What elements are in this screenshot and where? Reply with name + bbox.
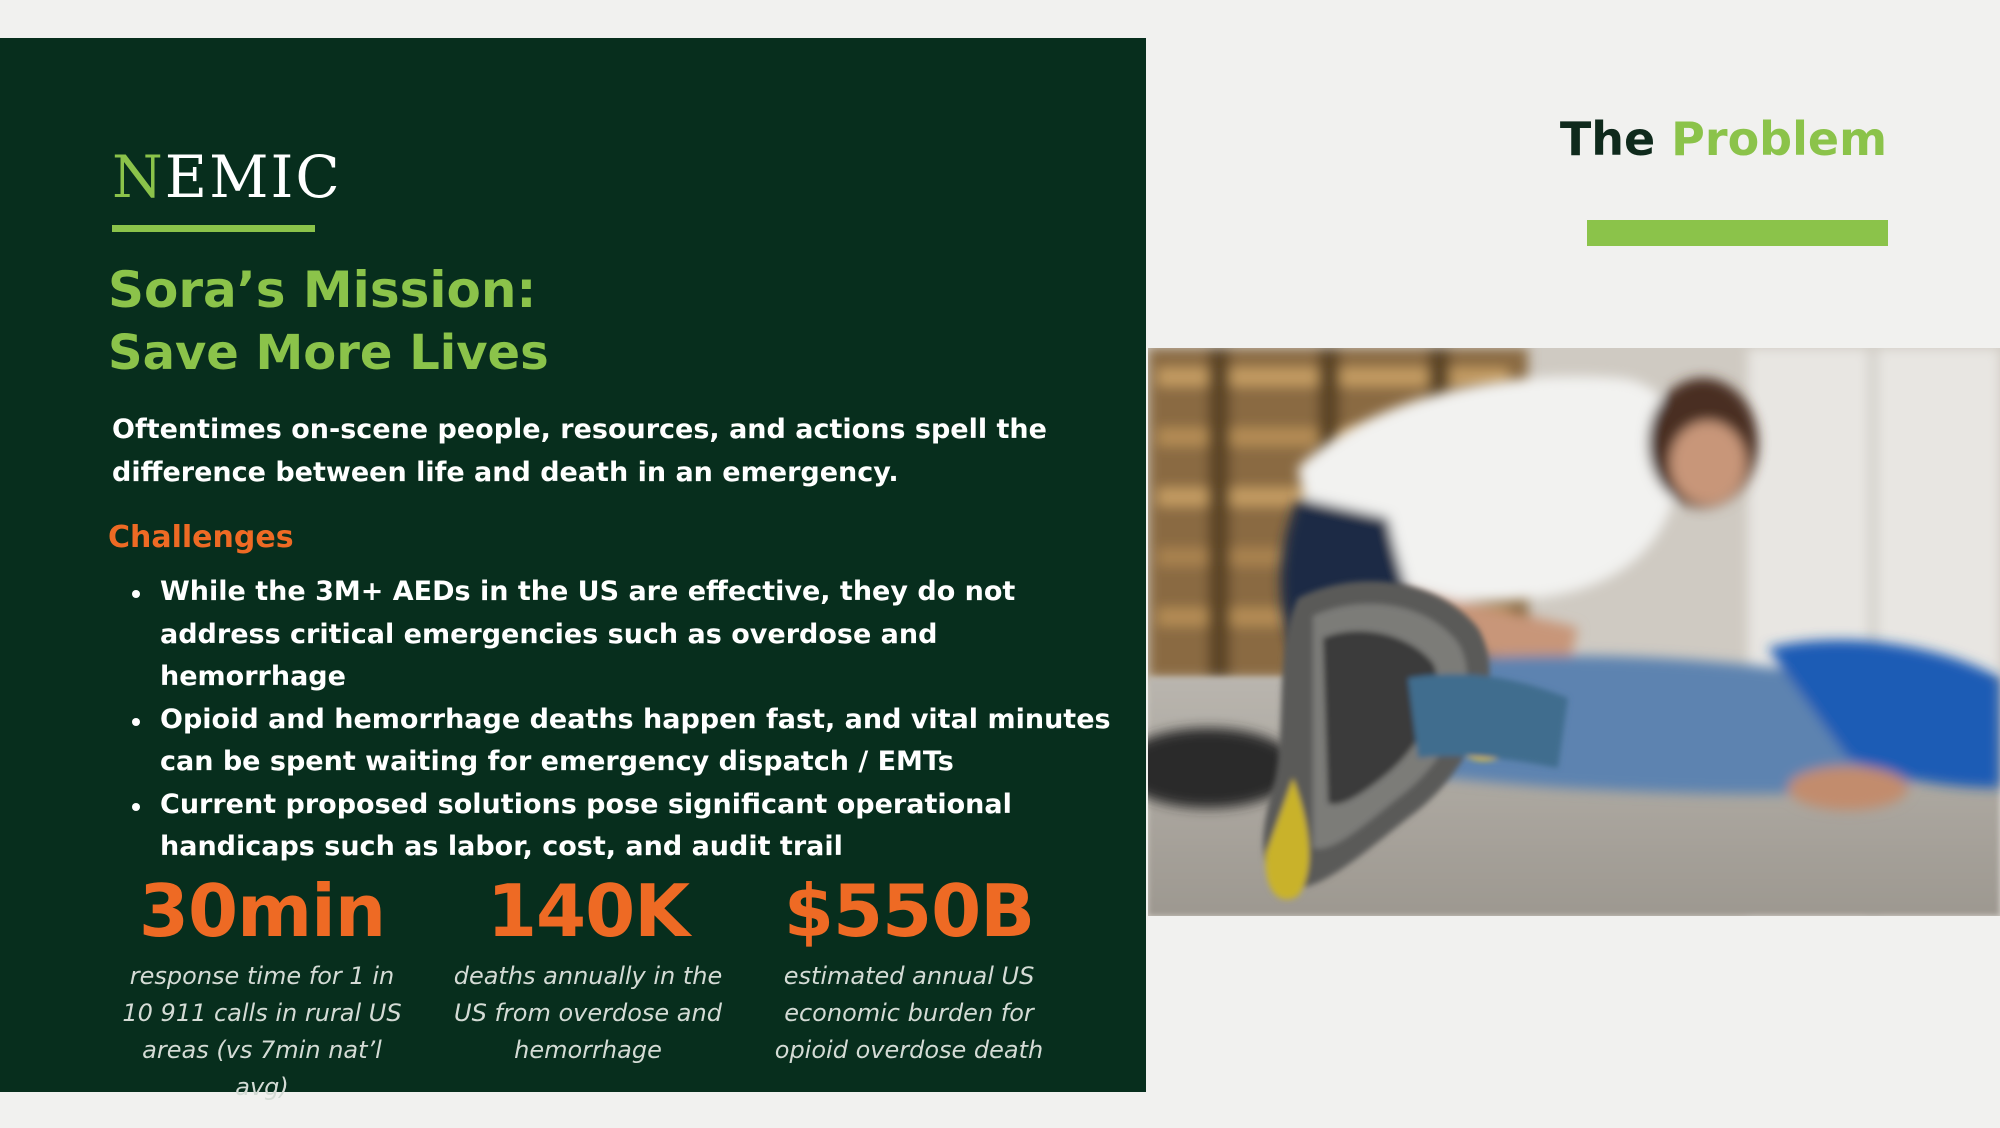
challenge-item: Current proposed solutions pose significant operational handicaps such as labor, cost, and audit trail — [112, 784, 1112, 869]
stat-value: $550B — [783, 869, 1035, 953]
problem-heading: The Problem — [1559, 112, 1887, 166]
stat-caption: deaths annually in the US from overdose and hemorrhage — [453, 962, 723, 1064]
stat-caption: estimated annual US economic burden for opioid overdose death — [774, 962, 1044, 1064]
challenges-list — [112, 571, 1112, 869]
challenge-item: Opioid and hemorrhage deaths happen fast, and vital minutes can be spent waiting for emergency dispatch / EMTs — [112, 699, 1112, 784]
mission-panel — [0, 38, 1146, 1101]
nemic-logo: NEMIC — [112, 143, 342, 211]
stat-caption: response time for 1 in 10 911 calls in rural US areas (vs 7min nat’l avg) — [122, 962, 402, 1101]
stat-value: 140K — [486, 869, 690, 953]
stat-value: 30min — [138, 869, 386, 953]
stat-response-time — [112, 870, 412, 1106]
heading-accent-bar — [1587, 220, 1888, 246]
challenge-item: While the 3M+ AEDs in the US are effective, they do not address critical emergencies such as overdose and hemorrhage — [112, 571, 1112, 699]
challenges-heading: Challenges — [108, 520, 294, 555]
intro-text: Oftentimes on-scene people, resources, and actions spell the difference between life and death in an emergency. — [112, 414, 1047, 488]
mission-subtitle: Save More Lives — [108, 325, 549, 381]
photo-illustration — [1148, 348, 2000, 916]
logo-underline — [112, 225, 315, 232]
mission-title: Sora’s Mission: — [108, 261, 537, 319]
stat-economic-burden — [759, 870, 1059, 1069]
stat-deaths — [438, 870, 738, 1069]
emergency-scene-photo — [1148, 348, 2000, 916]
